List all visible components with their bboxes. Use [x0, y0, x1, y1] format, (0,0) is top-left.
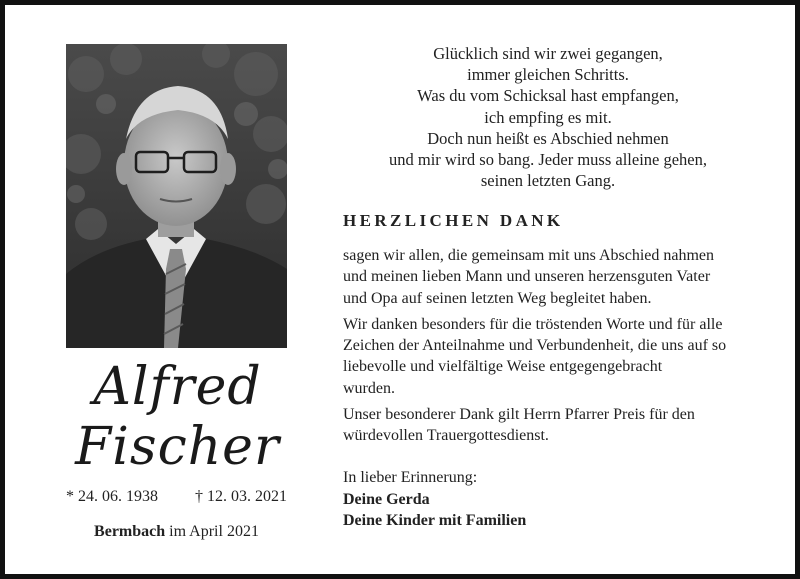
closing-intro: In lieber Erinnerung: — [343, 469, 478, 486]
text-line: sagen wir allen, die gemeinsam mit uns Abschied nahmen — [343, 247, 715, 264]
poem-line: und mir wird so bang. Jeder muss alleine gehen, — [388, 150, 707, 170]
signature: Deine Gerda — [343, 490, 430, 508]
thanks-paragraph — [343, 314, 768, 399]
text-line: wurden. — [343, 379, 395, 397]
text-line: liebevolle und vielfältige Weise entgegengebracht — [343, 358, 663, 376]
thanks-heading: HERZLICHEN DANK — [343, 211, 564, 230]
portrait-photo — [66, 44, 287, 348]
death-date: † 12. 03. 2021 — [195, 488, 287, 505]
text-line: und Opa auf seinen letzten Weg begleitet haben. — [343, 289, 652, 307]
life-dates — [66, 487, 287, 507]
deceased-first-name: Alfred — [93, 357, 262, 417]
thanks-body — [343, 245, 768, 452]
text-line: Zeichen der Anteilnahme und Verbundenheit, die uns auf so — [343, 337, 727, 355]
closing — [343, 467, 526, 532]
text-line: Wir danken besonders für die tröstenden Worte und für alle — [343, 315, 723, 333]
thanks-paragraph — [343, 245, 768, 309]
poem-line: Glücklich sind wir zwei gegangen, — [433, 44, 663, 63]
poem-line: Was du vom Schicksal hast empfangen, — [417, 86, 679, 106]
poem-line: ich empfing es mit. — [484, 107, 612, 127]
text-line: Unser besonderer Dank gilt Herrn Pfarrer Preis für den — [343, 406, 695, 424]
place-town: Bermbach — [94, 523, 166, 540]
poem — [343, 43, 753, 191]
deceased-last-name: Fischer — [75, 417, 280, 477]
thanks-paragraph — [343, 404, 768, 447]
text-line: würdevollen Trauergottesdienst. — [343, 427, 549, 445]
poem-line: seinen letzten Gang. — [480, 171, 616, 191]
poem-line: Doch nun heißt es Abschied nehmen — [427, 128, 669, 148]
signature: Deine Kinder mit Familien — [343, 512, 527, 529]
poem-line: immer gleichen Schritts. — [467, 65, 629, 85]
place-when: im April 2021 — [165, 523, 259, 540]
place-and-date — [66, 522, 287, 542]
text-line: und meinen lieben Mann und unseren herzensguten Vater — [343, 268, 711, 286]
birth-date: * 24. 06. 1938 — [66, 488, 158, 505]
